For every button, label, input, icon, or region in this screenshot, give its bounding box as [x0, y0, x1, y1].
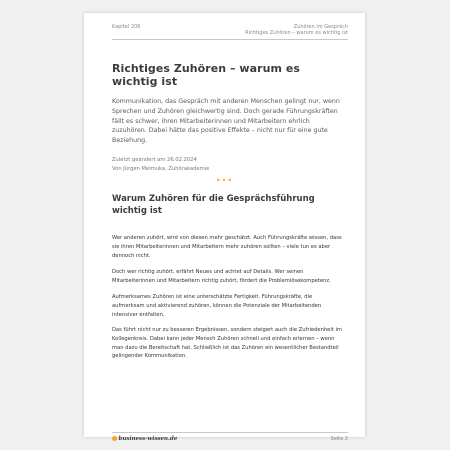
section-heading: Warum Zuhören für die Gesprächsführung wichtig ist — [112, 194, 315, 216]
section-divider: ••• — [215, 176, 234, 185]
article-meta — [112, 156, 348, 173]
updated-date: Zuletzt geändert am 26.02.2024 — [112, 157, 197, 163]
page-number: Seite 2 — [330, 436, 348, 442]
author-line: Von Jürgen Melmuka, Zuhörakademie — [112, 165, 210, 172]
brand-name: business-wissen.de — [118, 436, 178, 442]
body-paragraph-3: Aufmerksames Zuhören ist eine unterschätzte Fertigkeit. Führungskräfte, die aufmerksam und aktivierend zuhören, können die Potenziale der Mitarbeitenden intensiver entfalten. — [112, 294, 322, 318]
page-title: Richtiges Zuhören – warum es wichtig ist — [112, 62, 300, 88]
intro-paragraph: Kommunikation, das Gespräch mit anderen Menschen gelingt nur, wenn Sprechen und Zuhören gleichwertig sind. Doch gerade Führungskräften fällt es schwer, ihren Mitarbeiterinnen und Mitarbeitern ehrlich zuzuhören. Dabei hätte das positive Effekte – nicht nur für eine gute Beziehung. — [112, 98, 340, 145]
page-footer — [112, 432, 348, 446]
page-header — [112, 24, 348, 40]
chapter-label: Kapitel 206 — [112, 24, 141, 30]
document-page — [84, 13, 365, 442]
brand-dot-icon — [112, 436, 117, 441]
body-paragraph-2: Doch wer richtig zuhört, erfährt Neues und achtet auf Details. Wer seinen Mitarbeiterinnen und Mitarbeitern richtig zuhört, fördert die Problemlösekompetenz. — [112, 269, 331, 284]
header-section: Zuhören im Gespräch — [293, 24, 348, 30]
body-paragraph-1: Wer anderen zuhört, wird von diesen mehr geschätzt. Auch Führungskräfte wissen, dass sie ihren Mitarbeiterinnen und Mitarbeitern mehr zuhören sollten – viele tun es aber dennoch nicht. — [112, 235, 342, 259]
brand-logo — [112, 436, 177, 442]
header-subsection: Richtiges Zuhören – warum es wichtig ist — [245, 30, 348, 36]
body-paragraph-4: Das führt nicht nur zu besseren Ergebnissen, sondern steigert auch die Zufriedenheit im Kollegenkreis. Dabei kann jeder Mensch Zuhören schnell und einfach erlernen – wenn man dazu die Bereitschaft hat. Schließlich ist das Zuhören ein wesentlicher Bestandteil gelingender Kommunikation. — [112, 327, 342, 360]
header-breadcrumb — [245, 24, 348, 36]
